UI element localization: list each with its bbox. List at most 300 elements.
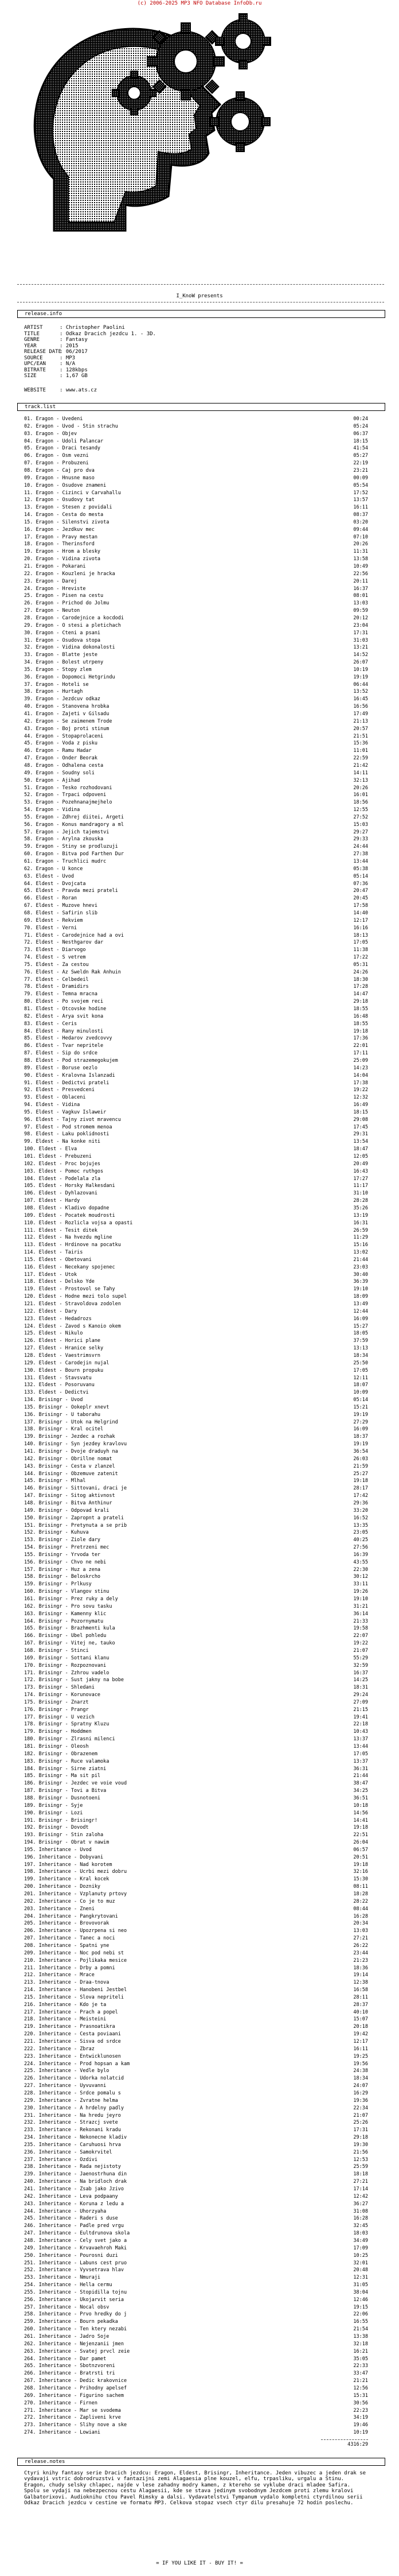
track-row [24,2334,368,2340]
track-duration: 12:55 [353,807,368,813]
track-duration: 35:26 [353,1205,368,1211]
track-row [24,453,368,459]
track-title: 98. Eldest - Laku poklidnosti [24,1131,109,1138]
track-duration: 12:42 [353,2193,368,2199]
track-title: 79. Eldest - Temna mracna [24,991,97,998]
track-row [24,1095,368,1101]
track-duration: 12:17 [353,2039,368,2044]
track-duration: 19:15 [353,2304,368,2310]
track-row [24,770,368,777]
track-title: 93. Eldest - Oblaceni [24,1095,86,1101]
track-title: 03. Eragon - Objev [24,430,77,437]
track-row [24,1316,368,1322]
track-duration: 36:14 [353,1611,368,1617]
track-row [24,1050,368,1057]
track-row [24,1832,368,1838]
track-title: 41. Eragon - Zajeti v Gilsadu [24,711,109,717]
track-title: 256. Inheritance - Ukojarvit seria [24,2296,124,2303]
track-title: 11. Eragon - Cizinci v Carvahallu [24,490,121,496]
track-row [24,1840,368,1846]
track-row [24,1692,368,1698]
track-title: 139. Brisingr - Jezdec a rozhak [24,1434,115,1440]
track-duration: 15:21 [353,1404,368,1410]
track-title: 164. Brisingr - Pozornymatu [24,1618,104,1624]
track-title: 268. Inheritance - Prihodny apelsef [24,2385,127,2391]
track-duration: 20:57 [353,726,368,732]
track-title: 220. Inheritance - Cesta poviaani [24,2031,121,2038]
track-row [24,1471,368,1477]
track-row [24,1780,368,1787]
track-row [24,1640,368,1647]
info-key: UPC/EAN [24,361,46,367]
track-duration: 19:10 [353,1596,368,1602]
track-duration: 22:59 [353,755,368,762]
track-duration: 55:29 [353,1655,368,1661]
track-title: 36. Eragon - Dopomoci Hetgrindu [24,674,115,680]
track-row [24,1995,368,2001]
track-title: 33. Eragon - Blatte jeste [24,652,97,658]
track-title: 57. Eragon - Jejich tajemstvi [24,829,109,835]
track-duration: 25:27 [353,1471,368,1477]
track-row [24,1759,368,1765]
info-row [24,343,368,350]
track-row [24,866,368,872]
track-row [24,1714,368,1721]
track-row [24,1700,368,1706]
track-duration: 27:21 [353,2179,368,2185]
track-row [24,1795,368,1802]
info-value: : Fantasy [60,337,88,343]
info-row [24,387,368,394]
track-title: 148. Brisingr - Bitva Anthinur [24,1500,112,1506]
track-duration: 34:25 [353,1788,368,1794]
track-title: 226. Inheritance - Udorka nolatcid [24,2075,124,2082]
track-row [24,1655,368,1662]
track-title: 264. Inheritance - Dar pamet [24,2356,107,2362]
track-duration: 16:52 [353,1515,368,1521]
track-duration: 07:10 [353,534,368,540]
track-title: 84. Eldest - Rany minulosti [24,1028,104,1034]
track-row [24,910,368,917]
track-title: 65. Eldest - Pravda mezi prateli [24,888,118,894]
track-row [24,2194,368,2200]
track-title: 53. Eragon - Pozehnanajmejhelo [24,800,112,806]
track-title: 110. Eldest - Rozlicla vojsa a opasti [24,1220,133,1226]
track-title: 15. Eragon - Silenstvi zivota [24,519,109,525]
track-duration: 19:18 [353,1825,368,1831]
track-title: 83. Eldest - Ceris [24,1021,77,1027]
track-duration: 08:44 [353,1906,368,1912]
track-duration: 17:22 [353,955,368,961]
track-duration: 20:18 [353,2024,368,2030]
track-duration: 17:36 [353,1035,368,1042]
track-duration: 16:16 [353,925,368,931]
track-title: 97. Eldest - Pod stromem menoa [24,1124,112,1130]
track-row [24,468,368,474]
track-title: 138. Brisingr - Kral ocitel [24,1426,104,1433]
track-title: 81. Eldest - Otcovske hodine [24,1006,107,1012]
track-duration: 15:16 [353,1242,368,1248]
track-title: 108. Eldest - Kladivo dopadne [24,1205,109,1211]
track-title: 169. Brisingr - Sottani klanu [24,1655,109,1661]
track-title: 28. Eragon - Carodejnice a kocdodi [24,615,124,621]
track-title: 208. Inheritance - Spatni yne [24,1942,109,1949]
track-row [24,1014,368,1020]
track-row [24,1855,368,1861]
track-duration: 14:23 [353,1065,368,1071]
track-row [24,1176,368,1182]
track-duration: 29:36 [353,1500,368,1506]
track-duration: 13:38 [353,2334,368,2340]
track-title: 185. Brisingr - Ma sit pil [24,1773,101,1779]
track-row [24,2120,368,2126]
track-row [24,2135,368,2141]
track-title: 261. Inheritance - Jadro Soje [24,2334,109,2340]
track-row [24,2031,368,2038]
track-title: 117. Eldest - Utok [24,1271,77,1278]
track-title: 25. Eragon - Pisen na cestu [24,593,104,599]
track-duration: 20:26 [353,785,368,791]
track-duration: 25:50 [353,1360,368,1366]
track-title: 199. Inheritance - Kral kocek [24,1876,109,1883]
track-duration: 29:27 [353,829,368,835]
copyright-header: (c) 2006-2025 MP3 NFO Database InfoDb.ru [137,1,262,6]
track-title: 80. Eldest - Po svojem reci [24,999,104,1005]
track-duration: 13:52 [353,689,368,695]
track-row [24,1360,368,1367]
track-row [24,859,368,865]
track-duration: 21:44 [353,1256,368,1263]
track-title: 188. Brisingr - Dusnotoeni [24,1795,101,1801]
track-row [24,1353,368,1359]
track-row [24,1397,368,1403]
track-title: 180. Brisingr - Zlrasni milenci [24,1736,115,1743]
track-duration: 11:17 [353,1183,368,1189]
track-row [24,2238,368,2244]
track-row [24,1242,368,1248]
track-row [24,955,368,961]
track-row [24,2400,368,2407]
track-row [24,475,368,482]
track-title: 30. Eragon - Cteni a psani [24,630,101,636]
track-row [24,541,368,548]
track-duration: 14:47 [353,991,368,998]
track-row [24,1478,368,1484]
track-duration: 17:27 [353,1176,368,1182]
track-duration: 23:44 [353,1950,368,1956]
track-duration: 05:14 [353,1397,368,1403]
track-title: 176. Brisingr - Prangr [24,1706,89,1713]
track-title: 111. Eldest - Tesit ditek [24,1227,97,1233]
track-title: 149. Brisingr - Odpovad krali [24,1507,109,1514]
track-title: 17. Eragon - Pravy mestan [24,534,97,540]
track-title: 37. Eragon - Hoteli se [24,681,89,688]
track-duration: 14:41 [353,1817,368,1824]
track-row [24,512,368,518]
track-row [24,623,368,629]
track-title: 08. Eragon - Caj pro dva [24,467,95,474]
track-title: 160. Brisingr - Vlangov stinu [24,1589,109,1595]
track-duration: 19:14 [353,1972,368,1978]
track-title: 227. Inheritance - Uyvuvanni [24,2083,107,2089]
track-duration: 21:51 [353,733,368,739]
ascii-head-gears-logo [14,7,277,274]
track-row [24,1537,368,1543]
track-duration: 22:18 [353,1721,368,1728]
track-duration: 17:14 [353,2186,368,2192]
track-row [24,615,368,622]
track-duration: 19:36 [353,2097,368,2104]
info-row [24,367,368,374]
track-duration: 09:44 [353,526,368,533]
track-duration: 11:31 [353,549,368,555]
track-row [24,2083,368,2089]
track-title: 200. Inheritance - Dozniky [24,1884,101,1890]
track-title: 59. Eragon - Stiny se prodluzuji [24,844,118,850]
track-row [24,792,368,798]
track-title: 34. Eragon - Bolest utrpeny [24,659,104,666]
track-title: 43. Eragon - Boj proti stinum [24,726,109,732]
track-duration: 31:03 [353,637,368,643]
track-row [24,2415,368,2421]
track-duration: 40:10 [353,2009,368,2015]
track-title: 218. Inheritance - Meisteini [24,2016,107,2023]
track-title: 243. Inheritance - Koruna z ledu a [24,2201,124,2207]
track-title: 253. Inheritance - Nmuraji [24,2275,101,2281]
track-row [24,1523,368,1529]
track-row [24,2311,368,2318]
info-value: : MP3 [60,355,76,361]
info-row [24,349,368,355]
track-row [24,903,368,909]
track-duration: 08:01 [353,593,368,599]
track-duration: 22:01 [353,1043,368,1049]
track-title: 131. Eldest - Stavsvatu [24,1375,92,1381]
track-row [24,2009,368,2016]
info-value: : Christopher Paolini [60,325,125,331]
track-duration: 41:54 [353,445,368,452]
info-row [24,361,368,367]
track-duration: 06:44 [353,681,368,688]
track-title: 196. Inheritance - Dobyvani [24,1854,104,1860]
track-row [24,2046,368,2053]
track-title: 214. Inheritance - Hanobeni Jestbel [24,1987,127,1993]
track-title: 51. Eragon - Tesko rozhodovani [24,785,112,791]
track-row [24,2297,368,2303]
track-duration: 18:31 [353,1685,368,1691]
track-title: 76. Eldest - Az Sweldn Rak Anhuin [24,969,121,975]
track-title: 182. Brisingr - Obrazenem [24,1751,97,1757]
track-title: 07. Eragon - Probuzeni [24,460,89,467]
track-row [24,638,368,644]
track-row [24,1980,368,1986]
track-duration: 27:52 [353,814,368,820]
track-row [24,1773,368,1779]
track-duration: 11:29 [353,1235,368,1241]
track-duration: 13:54 [353,1139,368,1145]
track-duration: 13:37 [353,1736,368,1743]
track-duration: 19:25 [353,2053,368,2059]
track-row [24,969,368,976]
track-row [24,556,368,562]
track-row [24,2016,368,2023]
track-row [24,2090,368,2097]
track-title: 207. Inheritance - Tanec a noci [24,1935,115,1942]
track-duration: 26:59 [353,1227,368,1233]
track-duration: 18:55 [353,1021,368,1027]
track-title: 23. Eragon - Darej [24,578,77,584]
track-row [24,549,368,555]
track-title: 126. Eldest - Horici plane [24,1338,101,1344]
track-row [24,2253,368,2259]
track-title: 159. Brisingr - Prlkusy [24,1581,92,1588]
info-key: SOURCE [24,355,43,361]
info-key: GENRE [24,337,40,343]
track-row [24,1117,368,1123]
track-title: 12. Eragon - Osudovy tat [24,497,95,503]
track-row [24,933,368,939]
track-title: 90. Eldest - Kralovna Islanzadi [24,1072,115,1078]
track-duration: 18:37 [353,1434,368,1440]
track-title: 225. Inheritance - Vedle bylo [24,2068,109,2074]
track-row [24,1619,368,1625]
track-row [24,1685,368,1691]
track-title: 121. Eldest - Stravoldova zodolen [24,1301,121,1307]
track-title: 100. Eldest - Elva [24,1146,77,1153]
track-title: 197. Inheritance - Nad korotem [24,1861,112,1868]
track-duration: 14:04 [353,1072,368,1078]
track-title: 22. Eragon - Kouzleni je hracka [24,571,115,577]
track-duration: 23:03 [353,1264,368,1270]
track-duration: 32:59 [353,1662,368,1669]
track-duration: 29:18 [353,2135,368,2141]
track-row [24,505,368,511]
track-row [24,1847,368,1853]
track-row [24,1228,368,1234]
track-row [24,2371,368,2377]
track-title: 105. Eldest - Horsky Halkesdani [24,1183,115,1189]
track-row [24,2039,368,2045]
track-duration: 18:36 [353,1965,368,1971]
track-row [24,2150,368,2156]
track-title: 177. Brisingr - U vezich [24,1714,95,1720]
track-title: 211. Inheritance - Drby a pomni [24,1965,115,1971]
track-title: 260. Inheritance - Ten ktery nezabi [24,2326,127,2333]
track-row [24,1190,368,1197]
track-title: 86. Eldest - Tvar nepritele [24,1043,104,1049]
track-row [24,1581,368,1588]
track-title: 187. Brisingr - Tovi a Bitva [24,1788,107,1794]
track-duration: 15:30 [353,1876,368,1883]
track-title: 259. Inheritance - Bourn pekadka [24,2319,118,2325]
track-title: 66. Eldest - Roran [24,895,77,902]
track-duration: 36:54 [353,1449,368,1454]
track-duration: 14:40 [353,910,368,916]
track-title: 103. Eldest - Pomoc ruthgos [24,1168,104,1174]
track-duration: 21:21 [353,2378,368,2384]
track-duration: 20:49 [353,1161,368,1167]
track-row [24,1611,368,1617]
divider [17,284,384,285]
track-row [24,1338,368,1344]
track-duration: 17:45 [353,1124,368,1130]
track-duration: 06:37 [353,430,368,437]
track-duration: 18:13 [353,932,368,938]
track-duration: 21:54 [353,2326,368,2333]
track-row [24,2319,368,2325]
track-duration: 13:44 [353,1744,368,1749]
track-title: 141. Brisingr - Dvoje draduyh na [24,1449,118,1454]
track-row [24,1928,368,1934]
track-row [24,1589,368,1595]
track-title: 130. Eldest - Bourn propuku [24,1367,104,1374]
track-duration: 09:59 [353,608,368,614]
track-title: 147. Brisingr - Sitog aktivnost [24,1493,115,1499]
track-duration: 26:22 [353,1942,368,1949]
track-title: 146. Brisingr - Sittovani, draci je [24,1485,127,1492]
track-duration: 37:59 [353,1338,368,1344]
track-duration: 24:44 [353,844,368,850]
track-row [24,2422,368,2428]
track-duration: 05:54 [353,482,368,488]
track-title: 142. Brisingr - Obrillne nomat [24,1456,112,1462]
track-row [24,696,368,703]
track-duration: 13:19 [353,1212,368,1219]
track-duration: 28:22 [353,1898,368,1904]
track-title: 242. Inheritance - Leva podpaany [24,2193,118,2199]
track-row [24,1921,368,1927]
track-title: 155. Brisingr - Yrvoda ter [24,1551,101,1558]
track-title: 246. Inheritance - Padle pred vrgu [24,2223,124,2229]
track-duration: 10:19 [353,2430,368,2436]
track-title: 143. Brisingr - Cesta v zlanzel [24,1463,115,1469]
track-row [24,2349,368,2355]
track-duration: 17:52 [353,490,368,496]
track-row [24,1500,368,1507]
track-row [24,534,368,541]
track-row [24,836,368,843]
track-duration: 30:12 [353,1574,368,1580]
info-row [24,331,368,337]
track-row [24,947,368,953]
track-row [24,490,368,496]
track-duration: 25:59 [353,2164,368,2170]
track-title: 254. Inheritance - Hella cermu [24,2282,112,2288]
track-title: 94. Eldest - Vidina [24,1102,80,1108]
track-duration: 12:46 [353,2296,368,2303]
track-duration: 21:44 [353,1773,368,1779]
track-duration: 11:38 [353,947,368,953]
track-duration: 14:56 [353,1810,368,1816]
track-row [24,1301,368,1308]
track-row [24,1869,368,1875]
footer-slogan: = IF YOU LIKE IT - BUY IT! = [156,2561,243,2566]
track-title: 219. Inheritance - Prasnoatikra [24,2024,115,2030]
track-row [24,940,368,946]
track-title: 29. Eragon - O stesi a pletichach [24,622,121,629]
track-duration: 20:47 [353,888,368,894]
track-duration: 20:11 [353,578,368,584]
track-row [24,1405,368,1411]
track-duration: 19:22 [353,1087,368,1093]
track-row [24,2209,368,2215]
track-duration: 30:40 [353,1271,368,1278]
track-title: 189. Brisingr - Syje [24,1802,83,1809]
track-row [24,2105,368,2112]
section-title: release.info [25,311,62,317]
track-row [24,1552,368,1558]
track-duration: 16:11 [353,2046,368,2052]
